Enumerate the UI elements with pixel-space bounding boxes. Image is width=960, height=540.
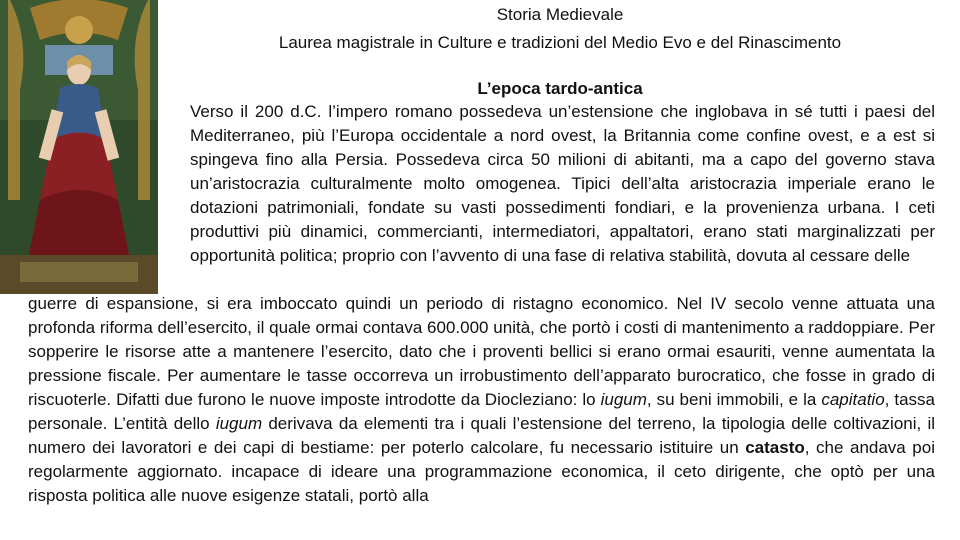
paragraph-text-5: derivava da elementi tra i quali l’estensione del terreno, la tipologia delle coltivazioni, il numero dei lavoratori e dei capi di bestiame: per poterlo calcolare, fu necessario istituire un [28,414,935,457]
paragraph-text-2: guerre di espansione, si era imboccato quindi un periodo di ristagno economico. Nel IV secolo venne attuata una profonda riforma dell’esercito, il quale ormai contava 600.000 unità, che portò i costi di mantenimento a raddoppiare. Per sopperire le risorse atte a mantenere l’esercito, dato che i proventi bellici si erano ormai esauriti, venne aumentata la pressione fiscale. Per aumentare le tasse occorreva un irrobustimento dell’apparato burocratico, che fosse in grado di riscuoterle. Difatti due furono le nuove imposte introdotte da Diocleziano: lo [28,294,935,409]
paragraph-text-3: , su beni immobili, e la [646,390,822,409]
paragraph-text-4: , tassa personale. L’entità dello [28,390,935,433]
term-iugum-2: iugum [215,414,263,433]
term-iugum: iugum [600,390,647,409]
paragraph-bottom [28,292,935,508]
paragraph-text-6: , che andava poi regolarmente aggiornato. incapace di ideare una programmazione economica, il ceto dirigente, che optò per una risposta politica alle nuove esigenze statali, portò alla [28,438,935,505]
paragraph-text-1: Verso il 200 d.C. l’impero romano possedeva un’estensione che inglobava in sé tutti i paesi del Mediterraneo, più l’Europa occidentale a nord ovest, la Britannia come confine ovest, e a est si spingeva fino alla Persia. Possedeva circa 50 milioni di abitanti, ma a capo del governo stava un’aristocrazia culturalmente molto omogenea. Tipici dell’alta aristocrazia imperiale erano le dotazioni patrimoniali, fondate su vasti possedimenti fondiari, e la provenienza urbana. I ceti produttivi più dinamici, commercianti, intermediatori, appaltatori, erano stati marginalizzati per opportunità politica; proprio con l’avvento di una fase di relativa stabilità, dovuta al cessare delle [190,102,935,265]
term-catasto: catasto [745,438,805,457]
painting-image [0,0,158,294]
section-title: L’epoca tardo-antica [477,79,643,98]
paragraph-top [190,100,935,268]
term-capitatio: capitatio [821,390,885,409]
course-title: Storia Medievale [496,5,624,24]
enthroned-woman-painting-icon [0,0,158,294]
program-title: Laurea magistrale in Culture e tradizioni del Medio Evo e del Rinascimento [278,33,842,52]
